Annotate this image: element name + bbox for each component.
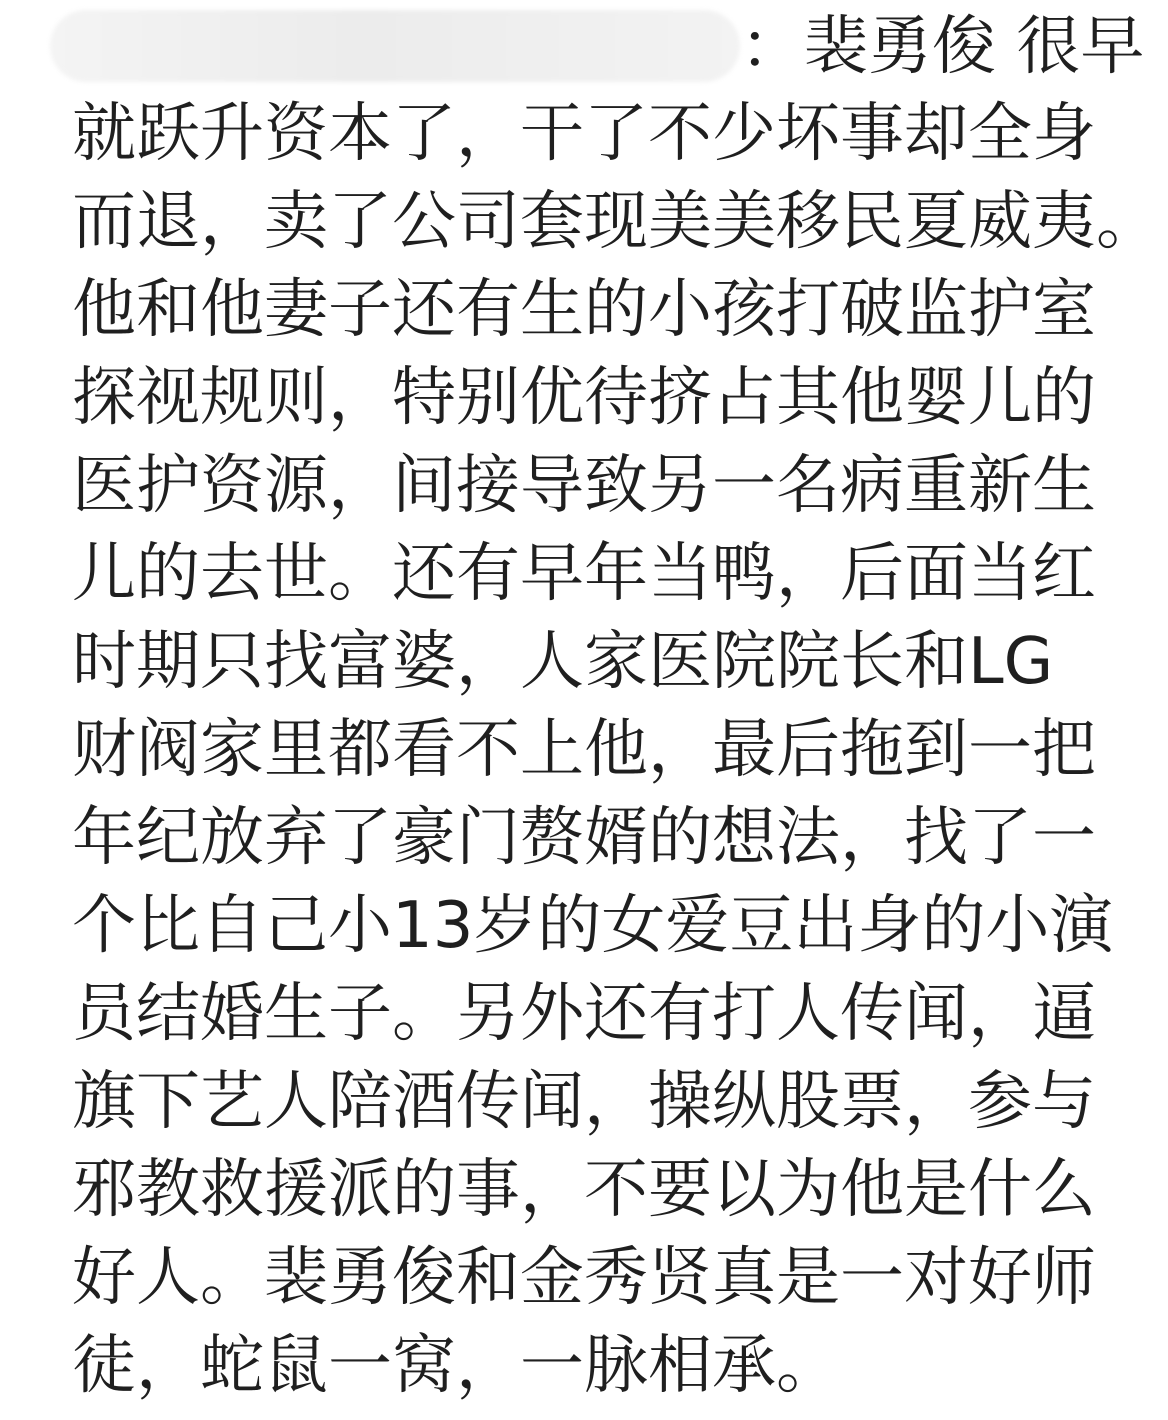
comment-line-15: 好人。裴勇俊和金秀贤真是一对好师 [72,1241,1096,1315]
comment-line-1: ：裴勇俊 很早 [740,10,1145,84]
comment-line-11: 个比自己小13岁的女爱豆出身的小演 [72,889,1114,963]
comment-line-13: 旗下艺人陪酒传闻，操纵股票，参与 [72,1065,1096,1139]
comment-line-6: 医护资源，间接导致另一名病重新生 [72,449,1096,523]
comment-line-10: 年纪放弃了豪门赘婿的想法，找了一 [72,801,1096,875]
comment-line-16: 徒，蛇鼠一窝，一脉相承。 [72,1329,840,1403]
comment-line-8: 时期只找富婆，人家医院院长和LG [72,625,1054,699]
comment-line-14: 邪教救援派的事，不要以为他是什么 [72,1153,1096,1227]
comment-line-2: 就跃升资本了，干了不少坏事却全身 [72,97,1096,171]
comment-line-3: 而退，卖了公司套现美美移民夏威夷。 [72,185,1160,259]
blurred-author-name [50,10,740,82]
comment-line-7: 儿的去世。还有早年当鸭，后面当红 [72,537,1096,611]
comment-line-4: 他和他妻子还有生的小孩打破监护室 [72,273,1096,347]
comment-line-12: 员结婚生子。另外还有打人传闻，逼 [72,977,1096,1051]
comment-line-9: 财阀家里都看不上他，最后拖到一把 [72,713,1096,787]
comment-line-5: 探视规则，特别优待挤占其他婴儿的 [72,361,1096,435]
